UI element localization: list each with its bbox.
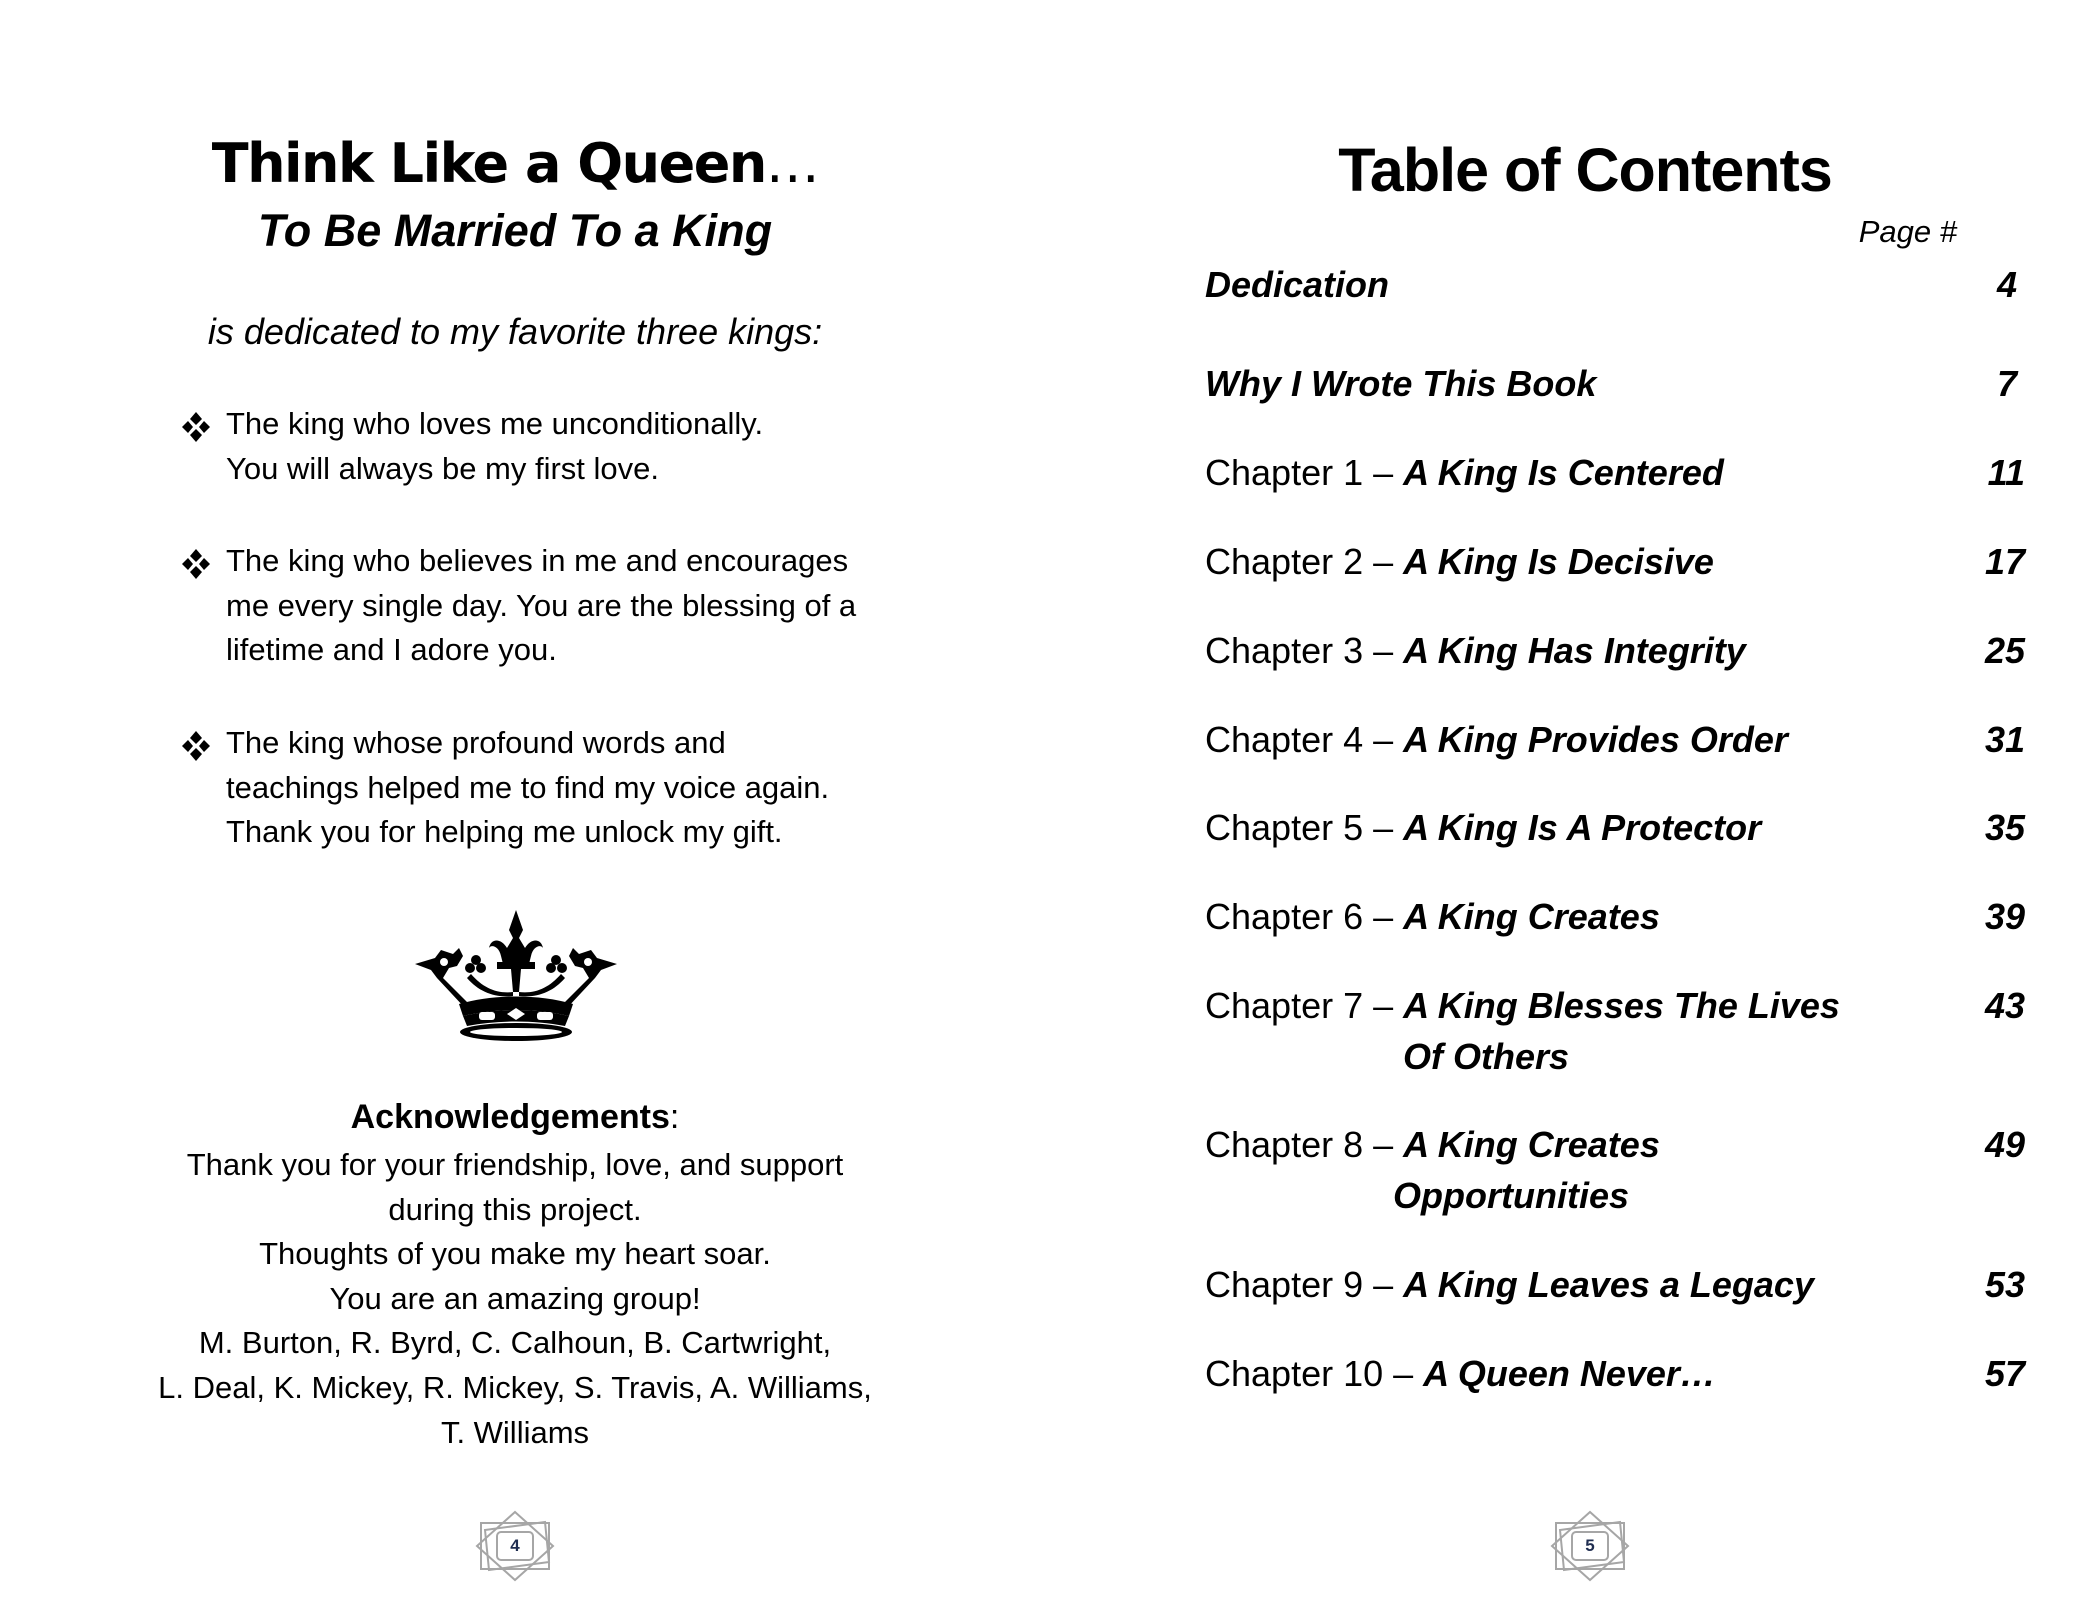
acknowledgements-heading-text: Acknowledgements xyxy=(350,1098,670,1136)
toc-entry-title: A King Provides Order xyxy=(1403,719,1788,760)
toc-entry-title: A King Leaves a Legacy xyxy=(1403,1264,1814,1305)
acknowledgements-body xyxy=(0,1143,1030,1455)
toc-entry-page: 25 xyxy=(1984,630,2025,671)
toc-entry-chapter-7[interactable] xyxy=(1205,983,2025,1083)
toc-entry-prefix: Chapter 10 – xyxy=(1205,1353,1424,1394)
toc-entry-dedication[interactable] xyxy=(1205,262,2025,312)
toc-entry-prefix: Chapter 9 – xyxy=(1205,1264,1404,1305)
toc-entry-page: 43 xyxy=(1984,985,2025,1026)
bullet-text xyxy=(226,402,763,491)
toc-entry-page: 57 xyxy=(1984,1353,2025,1394)
toc-entry-title: Why I Wrote This Book xyxy=(1205,363,1597,404)
page-number-badge xyxy=(475,1510,555,1582)
four-diamond-bullet-icon xyxy=(180,548,212,580)
toc-entry-chapter-10[interactable] xyxy=(1205,1351,2025,1401)
toc-entry-title: A King Is Decisive xyxy=(1403,541,1714,582)
bullet-line: Thank you for helping me unlock my gift. xyxy=(226,814,783,849)
book-title-ellipsis: … xyxy=(765,132,819,195)
crown-icon xyxy=(413,908,619,1042)
toc-entry-prefix: Chapter 2 – xyxy=(1205,541,1404,582)
dedication-intro: is dedicated to my favorite three kings: xyxy=(207,311,823,352)
acknowledgements-line: during this project. xyxy=(388,1191,642,1227)
toc-entry-page: 49 xyxy=(1984,1124,2025,1165)
bullet-line: The king who loves me unconditionally. xyxy=(226,406,764,441)
toc-entry-prefix: Chapter 3 – xyxy=(1205,630,1404,671)
bullet-line: teachings helped me to find my voice again. xyxy=(226,769,830,805)
acknowledgements-names: M. Burton, R. Byrd, C. Calhoun, B. Cartwright, xyxy=(198,1325,832,1361)
four-diamond-bullet-icon xyxy=(180,730,212,762)
table-of-contents-page xyxy=(1050,0,2100,1623)
acknowledgements-line: You are an amazing group! xyxy=(329,1280,701,1316)
bullet-line: The king whose profound words and xyxy=(226,725,726,760)
toc-entry-title-continuation: Of Others xyxy=(1403,1036,1570,1077)
toc-entry-chapter-8[interactable] xyxy=(1205,1122,2025,1222)
toc-entry-why-i-wrote[interactable] xyxy=(1205,361,2025,411)
toc-entry-page: 31 xyxy=(1984,719,2025,760)
toc-entry-page: 11 xyxy=(1987,452,2025,493)
toc-entry-page: 4 xyxy=(1996,264,2017,305)
toc-entry-prefix: Chapter 5 – xyxy=(1205,807,1404,848)
bullet-line: lifetime and I adore you. xyxy=(226,632,557,667)
acknowledgements-heading-colon: : xyxy=(669,1098,680,1136)
bullet-text xyxy=(226,539,856,673)
toc-entry-chapter-1[interactable] xyxy=(1205,450,2025,500)
acknowledgements-names: L. Deal, K. Mickey, R. Mickey, S. Travis, A. Williams, xyxy=(158,1369,872,1405)
toc-entry-chapter-9[interactable] xyxy=(1205,1262,2025,1312)
book-title xyxy=(0,133,1030,195)
toc-entry-chapter-5[interactable] xyxy=(1205,805,2025,855)
toc-entry-title: A King Is Centered xyxy=(1403,452,1724,493)
toc-entry-page: 35 xyxy=(1984,807,2025,848)
bullet-line: The king who believes in me and encourages xyxy=(226,543,849,578)
toc-entry-title: A King Creates xyxy=(1403,1124,1660,1165)
page-number: 5 xyxy=(1585,1536,1595,1555)
toc-entry-title: A Queen Never… xyxy=(1423,1353,1716,1394)
toc-entry-page: 53 xyxy=(1984,1264,2025,1305)
toc-entry-prefix: Chapter 1 – xyxy=(1205,452,1404,493)
toc-entry-prefix: Chapter 4 – xyxy=(1205,719,1404,760)
toc-entry-page: 7 xyxy=(1996,363,2017,404)
acknowledgements-line: Thank you for your friendship, love, and support xyxy=(186,1147,844,1182)
toc-entry-chapter-6[interactable] xyxy=(1205,894,2025,944)
toc-entry-title: Dedication xyxy=(1205,264,1390,305)
toc-entry-chapter-4[interactable] xyxy=(1205,717,2025,767)
toc-entry-page: 17 xyxy=(1984,541,2025,582)
four-diamond-bullet-icon xyxy=(180,411,212,443)
toc-entry-title: A King Blesses The Lives xyxy=(1403,985,1840,1026)
toc-entry-chapter-3[interactable] xyxy=(1205,628,2025,678)
toc-entry-prefix: Chapter 7 – xyxy=(1205,985,1404,1026)
toc-entry-page: 39 xyxy=(1984,896,2025,937)
toc-entry-title: A King Creates xyxy=(1403,896,1660,937)
bullet-line: me every single day. You are the blessing of a xyxy=(226,587,857,623)
toc-entry-title: A King Has Integrity xyxy=(1403,630,1746,671)
bullet-line: You will always be my first love. xyxy=(226,450,660,486)
page-number-badge xyxy=(1550,1510,1630,1582)
page-number: 4 xyxy=(510,1536,520,1555)
toc-entry-title: A King Is A Protector xyxy=(1403,807,1762,848)
toc-title: Table of Contents xyxy=(1338,136,1832,204)
toc-entry-prefix: Chapter 6 – xyxy=(1205,896,1404,937)
acknowledgements-line: Thoughts of you make my heart soar. xyxy=(259,1236,771,1272)
toc-entry-chapter-2[interactable] xyxy=(1205,539,2025,589)
book-subtitle: To Be Married To a King xyxy=(257,205,773,256)
toc-entry-title-continuation: Opportunities xyxy=(1393,1175,1629,1216)
acknowledgements-heading xyxy=(0,1095,1030,1139)
bullet-text xyxy=(226,721,829,855)
book-title-text: Think Like a Queen xyxy=(211,132,766,195)
toc-entry-prefix: Chapter 8 – xyxy=(1205,1124,1404,1165)
page-column-header: Page # xyxy=(1858,214,1957,249)
acknowledgements-names: T. Williams xyxy=(440,1414,590,1450)
